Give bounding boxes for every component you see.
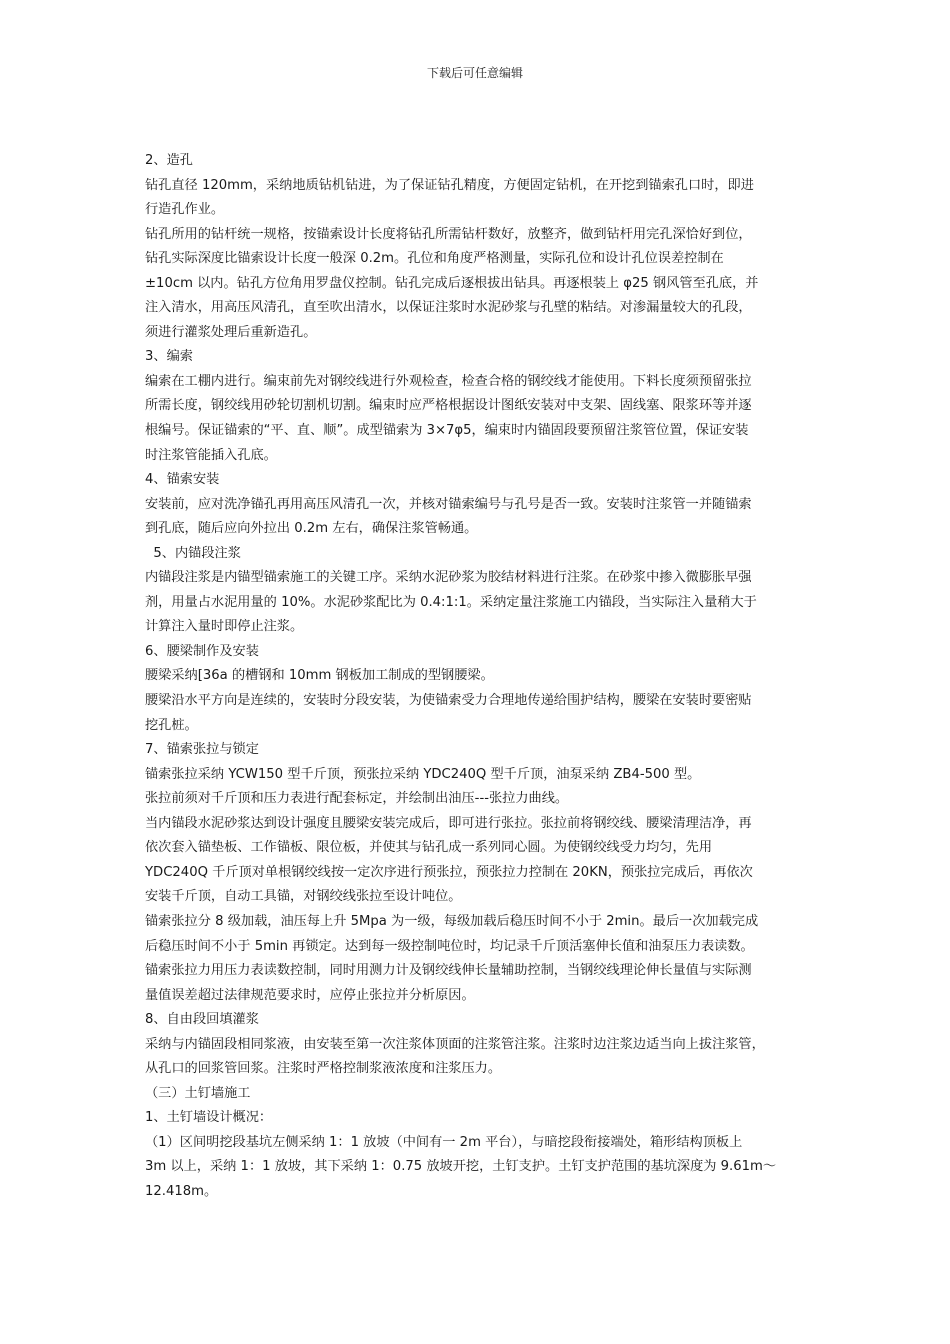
text-line: 安装前，应对洗净锚孔再用高压风清孔一次，并核对锚索编号与孔号是否一致。安装时注浆管一并随锚索 — [145, 496, 752, 512]
text-line: 锚索张拉力用压力表读数控制，同时用测力计及钢绞线伸长量辅助控制，当钢绞线理论伸长量值与实际测 — [145, 963, 752, 979]
section-heading: 7、锚索张拉与锁定 — [145, 742, 259, 758]
text-line: （1）区间明挖段基坑左侧采纳 1：1 放坡（中间有一 2m 平台），与暗挖段衔接端处，箱形结构顶板上 — [145, 1134, 743, 1150]
text-line: 须进行灌浆处理后重新造孔。 — [145, 324, 317, 340]
text-line: 钻孔直径 120mm，采纳地质钻机钻进，为了保证钻孔精度，方便固定钻机，在开挖到锚索孔口时，即进 — [145, 177, 754, 193]
document-body — [145, 149, 815, 1205]
text-line: 挖孔桩。 — [145, 717, 198, 733]
text-line: 锚索张拉采纳 YCW150 型千斤顶，预张拉采纳 YDC240Q 型千斤顶，油泵采纳 ZB4-500 型。 — [145, 766, 701, 782]
text-line: 剂，用量占水泥用量的 10%。水泥砂浆配比为 0.4:1:1。采纳定量注浆施工内锚段，当实际注入量稍大于 — [145, 594, 757, 610]
text-line: 编索在工棚内进行。编束前先对钢绞线进行外观检查，检查合格的钢绞线才能使用。下料长度须预留张拉 — [145, 373, 752, 389]
text-line: 所需长度，钢绞线用砂轮切割机切割。编束时应严格根据设计图纸安装对中支架、固线塞、限浆环等并逐 — [145, 398, 752, 414]
section-heading: 3、编索 — [145, 349, 193, 365]
text-line: 根编号。保证锚索的“平、直、顺”。成型锚索为 3×7φ5，编束时内锚固段要预留注浆管位置，保证安装 — [145, 423, 749, 439]
text-line: 张拉前须对千斤顶和压力表进行配套标定，并绘制出油压---张拉力曲线。 — [145, 791, 569, 807]
section-heading: 4、锚索安装 — [145, 472, 220, 488]
text-line: 12.418m。 — [145, 1183, 218, 1199]
text-line: 注入清水，用高压风清孔，直至吹出清水，以保证注浆时水泥砂浆与孔壁的粘结。对渗漏量较大的孔段， — [145, 300, 752, 316]
text-line: 内锚段注浆是内锚型锚索施工的关键工序。采纳水泥砂浆为胶结材料进行注浆。在砂浆中掺入微膨胀早强 — [145, 570, 752, 586]
section-heading: 1、土钉墙设计概况： — [145, 1110, 273, 1126]
text-line: ±10cm 以内。钻孔方位角用罗盘仪控制。钻孔完成后逐根拔出钻具。再逐根装上 φ25 钢风管至孔底，并 — [145, 275, 759, 291]
text-line: 钻孔所用的钻杆统一规格，按锚索设计长度将钻孔所需钻杆数好，放整齐，做到钻杆用完孔深恰好到位， — [145, 226, 752, 242]
section-heading: 6、腰梁制作及安装 — [145, 643, 259, 659]
text-line: 量值误差超过法律规范要求时，应停止张拉并分析原因。 — [145, 987, 475, 1003]
text-line: 腰梁沿水平方向是连续的，安装时分段安装，为使锚索受力合理地传递给围护结构，腰梁在安装时要密贴 — [145, 693, 752, 709]
text-line: 采纳与内锚固段相同浆液，由安装至第一次注浆体顶面的注浆管注浆。注浆时边注浆边适当向上拔注浆管， — [145, 1036, 765, 1052]
text-line: 锚索张拉分 8 级加载，油压每上升 5Mpa 为一级，每级加载后稳压时间不小于 2min。最后一次加载完成 — [145, 913, 759, 929]
text-line: 时注浆管能插入孔底。 — [145, 447, 277, 463]
page-header: 下载后可任意编辑 — [426, 66, 523, 80]
text-line: YDC240Q 千斤顶对单根钢绞线按一定次序进行预张拉，预张拉力控制在 20KN，预张拉完成后，再依次 — [145, 864, 753, 880]
text-line: 钻孔实际深度比锚索设计长度一般深 0.2m。孔位和角度严格测量，实际孔位和设计孔位误差控制在 — [145, 251, 724, 267]
section-heading: 2、造孔 — [145, 153, 193, 168]
text-line: 依次套入锚垫板、工作锚板、限位板，并使其与钻孔成一系列同心圆。为使钢绞线受力均匀，先用 — [145, 840, 713, 856]
section-heading: （三）土钉墙施工 — [145, 1085, 251, 1101]
text-line: 腰梁采纳[36a 的槽钢和 10mm 钢板加工制成的型钢腰梁。 — [145, 668, 494, 684]
section-heading: 8、自由段回填灌浆 — [145, 1012, 259, 1028]
text-line: 行造孔作业。 — [145, 202, 225, 218]
text-line: 从孔口的回浆管回浆。注浆时严格控制浆液浓度和注浆压力。 — [145, 1061, 502, 1077]
text-line: 后稳压时间不小于 5min 再锁定。达到每一级控制吨位时，均记录千斤顶活塞伸长值和油泵压力表读数。 — [145, 938, 754, 954]
section-heading: 5、内锚段注浆 — [145, 545, 241, 561]
text-line: 安装千斤顶，自动工具锚，对钢绞线张拉至设计吨位。 — [145, 889, 462, 905]
text-line: 当内锚段水泥砂浆达到设计强度且腰梁安装完成后，即可进行张拉。张拉前将钢绞线、腰梁清理洁净，再 — [145, 815, 752, 831]
text-line: 到孔底，随后应向外拉出 0.2m 左右，确保注浆管畅通。 — [145, 521, 478, 537]
text-line: 计算注入量时即停止注浆。 — [145, 619, 304, 635]
text-line: 3m 以上，采纳 1：1 放坡，其下采纳 1：0.75 放坡开挖，土钉支护。土钉支护范围的基坑深度为 9.61m～ — [145, 1159, 777, 1175]
